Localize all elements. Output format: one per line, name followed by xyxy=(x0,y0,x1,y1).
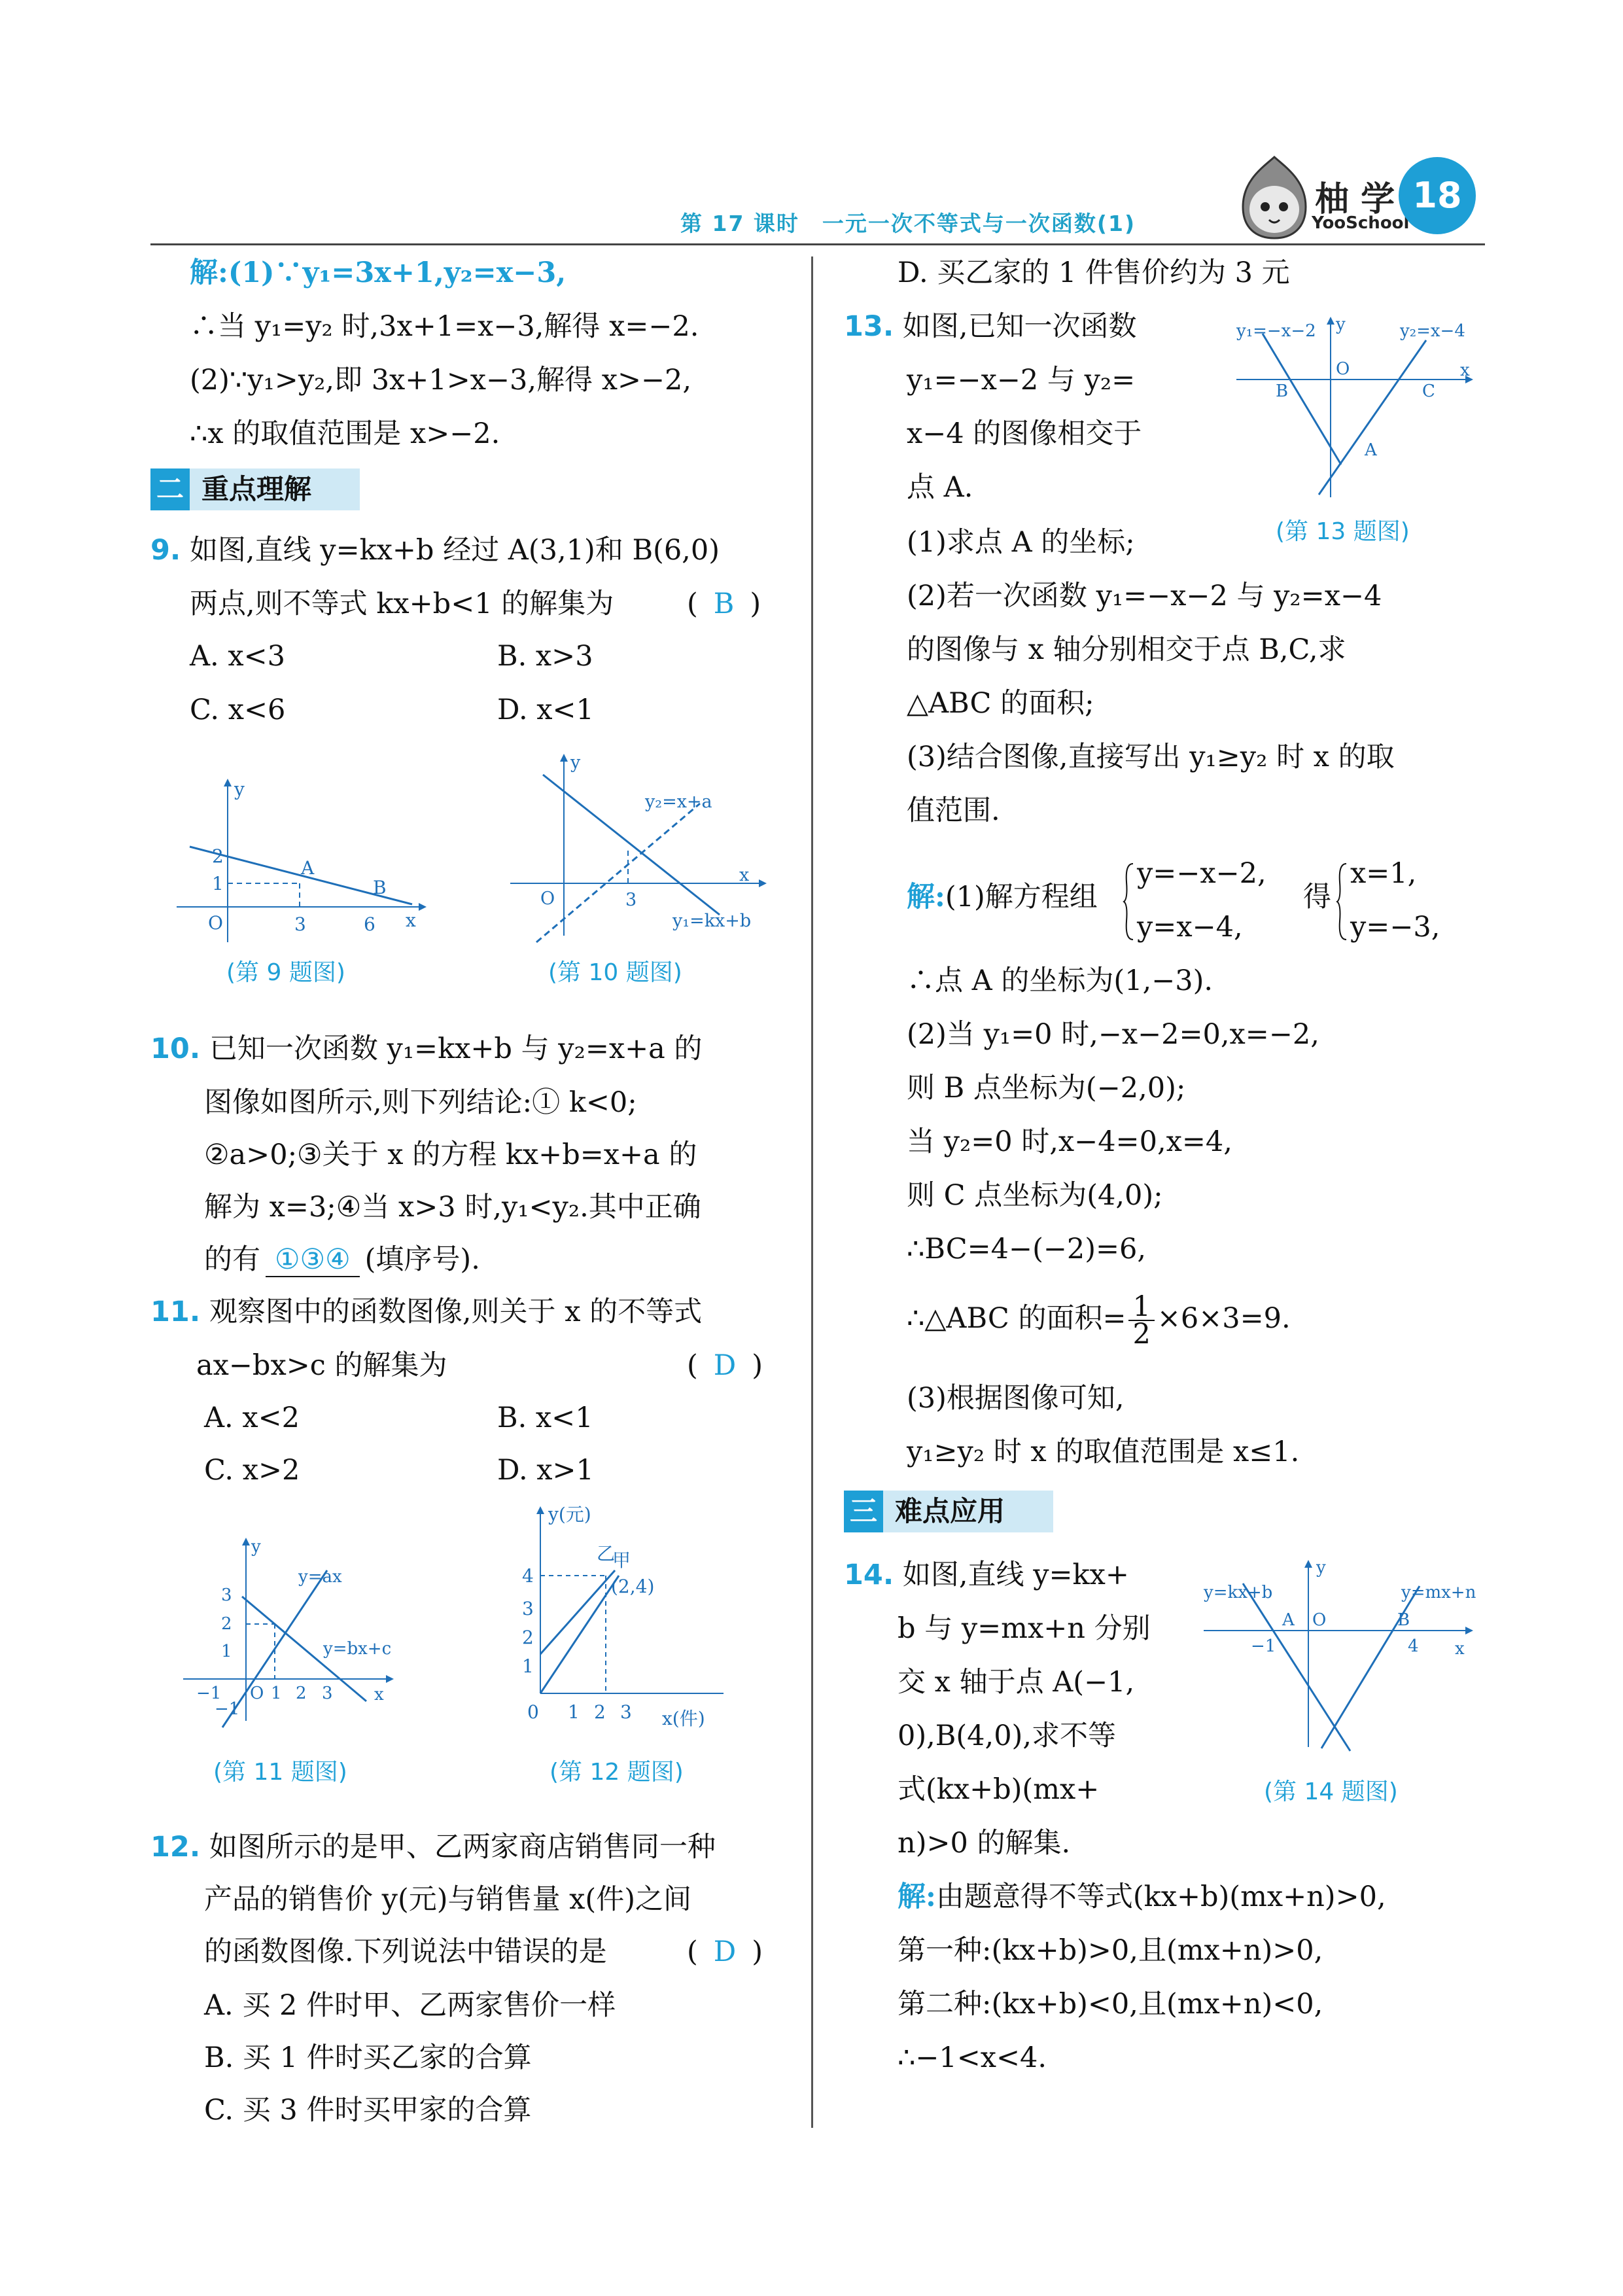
fig9-tick-1: 1 xyxy=(212,873,224,894)
header-rule xyxy=(150,243,1485,245)
section-3-banner xyxy=(844,1491,1053,1532)
fig12-y-label: y(元) xyxy=(548,1504,591,1525)
section-2-number: 二 xyxy=(150,468,190,510)
fig9-point-b: B xyxy=(373,877,387,898)
fig12-tick-y2: 2 xyxy=(522,1627,534,1648)
sol13-line5: 当 y₂=0 时,x−4=0,x=4, xyxy=(907,1125,1232,1158)
q10-line1 xyxy=(150,1033,702,1065)
q10-post: (填序号). xyxy=(364,1243,480,1276)
fig12-origin: 0 xyxy=(527,1701,539,1723)
q12-text1: 如图所示的是甲、乙两家商店销售同一种 xyxy=(209,1831,716,1863)
q11-option-d: D. x>1 xyxy=(497,1454,594,1487)
fig12-label-yi: 乙 xyxy=(597,1543,616,1564)
q13-line4: 点 A. xyxy=(907,471,973,504)
q9-option-d: D. x<1 xyxy=(497,694,594,726)
q11-number: 11. xyxy=(150,1296,201,1328)
sol13-p1: (1)解方程组 xyxy=(945,881,1098,913)
fig9-y-label: y xyxy=(234,779,245,800)
q13-part2c: △ABC 的面积; xyxy=(907,687,1094,720)
sol13-line10: y₁≥y₂ 时 x 的取值范围是 x≤1. xyxy=(907,1436,1300,1468)
fig13-line-y2 xyxy=(1319,340,1426,495)
q13-line1 xyxy=(844,310,1137,343)
section-3-number: 三 xyxy=(844,1491,883,1532)
fig11-caption: (第 11 题图) xyxy=(213,1759,347,1786)
sol13-sys2a: x=1, xyxy=(1350,857,1417,890)
q9-option-c: C. x<6 xyxy=(190,694,286,726)
fig10-tick-3: 3 xyxy=(625,890,637,910)
sol13-fraction xyxy=(1128,1290,1154,1351)
q14-line4: 0),B(4,0),求不等 xyxy=(898,1720,1117,1752)
figure-13 xyxy=(1236,314,1478,504)
fig14-tick-m1: −1 xyxy=(1251,1636,1276,1656)
q10-number: 10. xyxy=(150,1033,201,1065)
q11-answer-box: ( D ) xyxy=(687,1349,763,1382)
q10-answer: ①③④ xyxy=(266,1243,360,1277)
sol8-line1 xyxy=(190,256,566,289)
q13-part3b: 值范围. xyxy=(907,794,1000,827)
fig11-label-ax: y=ax xyxy=(298,1567,342,1587)
q11-line2: ax−bx>c 的解集为 xyxy=(196,1349,447,1382)
fig11-tick-y3: 3 xyxy=(221,1585,232,1605)
fig14-point-b: B xyxy=(1397,1610,1410,1630)
fig11-tick-y2: 2 xyxy=(221,1614,232,1634)
q12-line3: 的函数图像.下列说法中错误的是 xyxy=(204,1935,607,1968)
sol13-lead: 解: xyxy=(907,881,945,913)
sol13-frac-den: 2 xyxy=(1132,1318,1151,1351)
q9-option-a: A. x<3 xyxy=(190,640,286,673)
sol13-sys2b: y=−3, xyxy=(1350,911,1440,944)
fig13-caption: (第 13 题图) xyxy=(1276,518,1410,545)
sol13-brace2 xyxy=(1336,862,1349,941)
q12-number: 12. xyxy=(150,1831,201,1863)
figure-11 xyxy=(183,1538,399,1727)
fig14-origin: O xyxy=(1312,1610,1327,1630)
sol8-line3: (2)∵y₁>y₂,即 3x+1>x−3,解得 x>−2, xyxy=(190,364,692,397)
q12-answer-box: ( D ) xyxy=(687,1935,763,1968)
fig10-label-y1: y₁=kx+b xyxy=(672,911,752,931)
sol13-l8b: ×6×3=9. xyxy=(1157,1302,1291,1335)
fig13-line-y1 xyxy=(1263,334,1341,465)
lesson-title: 第 17 课时 一元一次不等式与一次函数(1) xyxy=(680,211,1136,236)
q9-line2: 两点,则不等式 kx+b<1 的解集为 xyxy=(190,588,614,620)
figure-9 xyxy=(177,779,425,949)
sol8-text-1: 解:(1)∵y₁=3x+1,y₂=x−3, xyxy=(190,256,567,289)
fig11-origin: O xyxy=(250,1684,264,1703)
q11-answer: D xyxy=(713,1349,737,1382)
fig11-tick-x2: 2 xyxy=(296,1684,307,1703)
q9-answer-box: ( B ) xyxy=(687,588,761,620)
fig11-tick-y1: 1 xyxy=(221,1642,232,1661)
q14-line2: b 与 y=mx+n 分别 xyxy=(898,1612,1151,1645)
sol13-line2: ∴点 A 的坐标为(1,−3). xyxy=(907,964,1213,997)
fig13-x-label: x xyxy=(1460,361,1470,380)
sol14-line4: ∴−1<x<4. xyxy=(898,2041,1047,2074)
figure-10 xyxy=(510,752,765,949)
page-number: 18 xyxy=(1399,157,1476,234)
brand-name: 柚 学 xyxy=(1315,180,1395,219)
fig12-line-yi xyxy=(540,1570,615,1654)
fig14-point-a: A xyxy=(1282,1610,1295,1630)
fig12-tick-y4: 4 xyxy=(522,1565,534,1587)
fig13-point-a: A xyxy=(1365,440,1377,460)
sol13-line4: 则 B 点坐标为(−2,0); xyxy=(907,1072,1186,1104)
sol13-line6: 则 C 点坐标为(4,0); xyxy=(907,1179,1163,1212)
sol13-brace1 xyxy=(1123,862,1136,941)
q10-line5 xyxy=(204,1243,480,1277)
fig10-caption: (第 10 题图) xyxy=(548,959,682,986)
section-3-title: 难点应用 xyxy=(895,1495,1005,1527)
fig14-label-mxn: y=mx+n xyxy=(1401,1583,1476,1602)
q9-number: 9. xyxy=(150,534,181,567)
fig14-x-label: x xyxy=(1455,1639,1465,1659)
fig9-caption: (第 9 题图) xyxy=(226,959,345,986)
sol13-l8a: ∴△ABC 的面积= xyxy=(907,1302,1126,1335)
q14-number: 14. xyxy=(844,1559,894,1591)
fig11-tick-xm1: −1 xyxy=(196,1684,222,1703)
fig12-tick-x1: 1 xyxy=(568,1701,580,1723)
fig11-tick-x1: 1 xyxy=(271,1684,282,1703)
fig9-tick-2: 2 xyxy=(212,845,224,867)
q14-line5: 式(kx+b)(mx+ xyxy=(898,1773,1100,1806)
fig11-x-label: x xyxy=(374,1685,384,1704)
q13-line3: x−4 的图像相交于 xyxy=(907,417,1142,450)
q11-option-b: B. x<1 xyxy=(497,1402,593,1434)
q13-text1: 如图,已知一次函数 xyxy=(902,310,1137,343)
sol13-line9: (3)根据图像可知, xyxy=(907,1382,1125,1415)
q11-line1 xyxy=(150,1296,702,1328)
sol13-line7: ∴BC=4−(−2)=6, xyxy=(907,1233,1147,1265)
q9-text1: 如图,直线 y=kx+b 经过 A(3,1)和 B(6,0) xyxy=(189,534,720,567)
sol14-line3: 第二种:(kx+b)<0,且(mx+n)<0, xyxy=(898,1988,1323,2021)
sol13-frac-num: 1 xyxy=(1128,1294,1154,1321)
fig9-origin: O xyxy=(208,912,223,934)
fig9-x-label: x xyxy=(406,910,416,931)
sol14-line1 xyxy=(898,1881,1386,1913)
sol14-l1: 由题意得不等式(kx+b)(mx+n)>0, xyxy=(935,1881,1386,1913)
q10-line2: 图像如图所示,则下列结论:① k<0; xyxy=(204,1086,637,1119)
fig9-tick-3: 3 xyxy=(294,913,306,935)
q10-pre: 的有 xyxy=(204,1243,260,1276)
figure-12 xyxy=(514,1498,750,1740)
q10-text1: 已知一次函数 y₁=kx+b 与 y₂=x+a 的 xyxy=(209,1033,703,1065)
figure-14 xyxy=(1204,1557,1478,1760)
fig10-label-y2: y₂=x+a xyxy=(645,792,712,812)
fig12-x-label: x(件) xyxy=(662,1708,705,1729)
q12-option-d: D. 买乙家的 1 件售价约为 3 元 xyxy=(898,256,1290,289)
column-divider xyxy=(811,256,813,2128)
q12-option-b: B. 买 1 件时买乙家的合算 xyxy=(204,2041,532,2074)
fig10-y-label: y xyxy=(570,752,581,773)
sol13-get: 得 xyxy=(1303,881,1331,913)
fig11-label-bxc: y=bx+c xyxy=(323,1639,392,1659)
fig12-tick-x3: 3 xyxy=(620,1701,632,1723)
fig14-y-label: y xyxy=(1316,1558,1326,1578)
fig14-label-kxb: y=kx+b xyxy=(1204,1583,1273,1602)
q13-number: 13. xyxy=(844,310,894,343)
q13-part1: (1)求点 A 的坐标; xyxy=(907,526,1135,559)
sol13-line8 xyxy=(907,1289,1291,1351)
sol14-lead: 解: xyxy=(898,1881,936,1913)
mascot-icon xyxy=(1236,154,1312,241)
fig11-tick-ym1: −1 xyxy=(215,1699,240,1719)
q9-option-b: B. x>3 xyxy=(497,640,593,673)
q14-line6: n)>0 的解集. xyxy=(898,1827,1071,1860)
q12-option-c: C. 买 3 件时买甲家的合算 xyxy=(204,2094,532,2127)
fig12-tick-x2: 2 xyxy=(594,1701,606,1723)
q14-text1: 如图,直线 y=kx+ xyxy=(902,1559,1129,1591)
fig11-y-label: y xyxy=(251,1537,261,1557)
q14-line3: 交 x 轴于点 A(−1, xyxy=(898,1666,1135,1699)
q12-line1 xyxy=(150,1831,716,1863)
fig13-point-c: C xyxy=(1422,381,1435,401)
fig10-origin: O xyxy=(540,889,555,909)
fig12-tick-y3: 3 xyxy=(522,1598,534,1619)
q14-line1 xyxy=(844,1559,1129,1591)
sol8-line2: ∴当 y₁=y₂ 时,3x+1=x−3,解得 x=−2. xyxy=(190,310,699,343)
fig12-tick-y1: 1 xyxy=(522,1655,534,1677)
sol13-line1 xyxy=(907,881,1098,913)
q11-option-a: A. x<2 xyxy=(204,1402,300,1434)
brand-subtitle: YooSchool xyxy=(1312,213,1410,233)
fig9-tick-6: 6 xyxy=(364,913,375,935)
q12-option-a: A. 买 2 件时甲、乙两家售价一样 xyxy=(204,1989,616,2022)
fig12-line-jia xyxy=(540,1576,619,1693)
fig9-point-a: A xyxy=(301,857,315,879)
fig14-caption: (第 14 题图) xyxy=(1264,1778,1398,1805)
fig13-label-y1: y₁=−x−2 xyxy=(1236,321,1316,341)
fig12-point: (2,4) xyxy=(611,1576,655,1597)
q11-option-c: C. x>2 xyxy=(204,1454,300,1487)
fig11-tick-x3: 3 xyxy=(322,1684,333,1703)
fig13-y-label: y xyxy=(1336,315,1346,334)
q9-answer: B xyxy=(713,588,735,620)
sol14-line2: 第一种:(kx+b)>0,且(mx+n)>0, xyxy=(898,1934,1323,1967)
fig12-label-jia: 甲 xyxy=(612,1549,631,1571)
q10-line4: 解为 x=3;④当 x>3 时,y₁<y₂.其中正确 xyxy=(204,1191,701,1224)
q12-answer: D xyxy=(713,1935,737,1968)
sol8-line4: ∴x 的取值范围是 x>−2. xyxy=(190,417,500,450)
sol13-sys1b: y=x−4, xyxy=(1137,911,1243,944)
fig13-label-y2: y₂=x−4 xyxy=(1400,321,1465,341)
sol13-line3: (2)当 y₁=0 时,−x−2=0,x=−2, xyxy=(907,1018,1319,1051)
q13-part2a: (2)若一次函数 y₁=−x−2 与 y₂=x−4 xyxy=(907,580,1382,612)
q13-line2: y₁=−x−2 与 y₂= xyxy=(907,364,1136,397)
section-2-banner xyxy=(150,468,360,510)
fig14-tick-4: 4 xyxy=(1408,1636,1419,1656)
fig13-point-b: B xyxy=(1276,381,1289,401)
q12-line2: 产品的销售价 y(元)与销售量 x(件)之间 xyxy=(204,1883,691,1916)
sol13-sys1a: y=−x−2, xyxy=(1137,857,1266,890)
fig13-origin: O xyxy=(1336,359,1350,379)
section-2-title: 重点理解 xyxy=(201,473,312,505)
q13-part3a: (3)结合图像,直接写出 y₁≥y₂ 时 x 的取 xyxy=(907,741,1395,773)
fig10-x-label: x xyxy=(739,865,750,885)
q11-text1: 观察图中的函数图像,则关于 x 的不等式 xyxy=(209,1296,703,1328)
q9-line1 xyxy=(150,534,720,567)
fig12-caption: (第 12 题图) xyxy=(550,1759,684,1786)
q13-part2b: 的图像与 x 轴分别相交于点 B,C,求 xyxy=(907,633,1346,666)
q10-line3: ②a>0;③关于 x 的方程 kx+b=x+a 的 xyxy=(204,1139,697,1171)
